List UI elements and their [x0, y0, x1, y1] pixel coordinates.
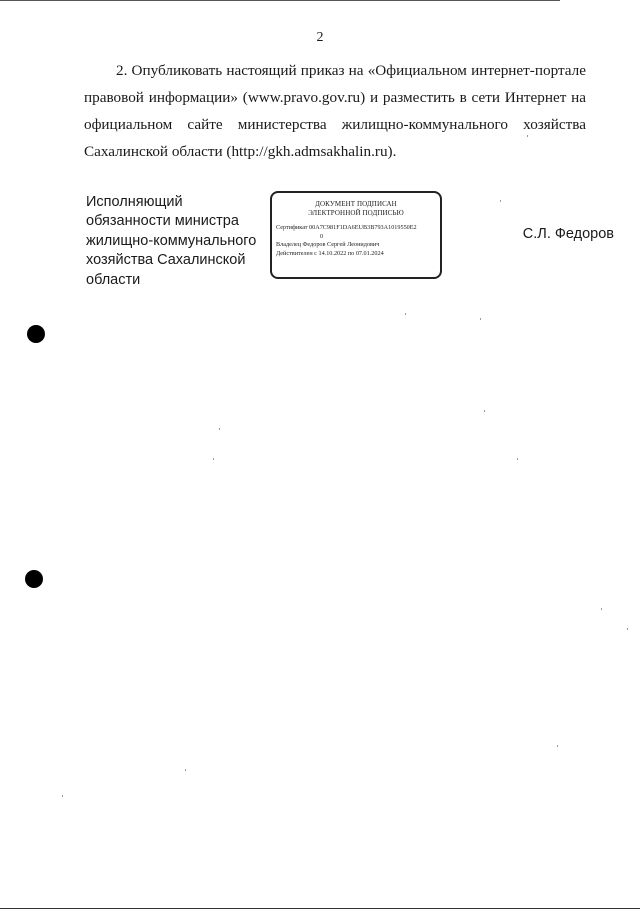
scan-speck: [219, 428, 220, 430]
stamp-title-line-2: ЭЛЕКТРОННОЙ ПОДПИСЬЮ: [308, 209, 404, 217]
signer-position-line: жилищно-коммунального: [86, 232, 257, 249]
scan-speck: [627, 628, 628, 630]
paragraph-line-4: Сахалинской области (http://gkh.admsakhalin.ru).: [84, 143, 397, 160]
scan-speck: [484, 410, 485, 412]
stamp-valid: Действителен с 14.10.2022 по 07.01.2024: [276, 249, 384, 257]
scan-speck: [62, 795, 63, 797]
punch-hole: [27, 325, 45, 343]
paragraph-line-3: официальном сайте министерства жилищно-коммунального хозяйства: [84, 116, 586, 133]
scan-speck: [405, 313, 406, 315]
scan-speck: [185, 769, 186, 771]
scan-speck: [557, 745, 558, 747]
scan-edge-bottom: [0, 908, 640, 909]
scan-speck: [213, 458, 214, 460]
stamp-owner: Владелец Федоров Сергей Леонидович: [276, 241, 380, 248]
scan-speck: [517, 458, 518, 460]
paragraph-line-2: правовой информации» (www.pravo.gov.ru) и разместить в сети Интернет на: [84, 89, 586, 106]
signer-position: [86, 193, 266, 290]
signer-position-line: хозяйства Сахалинской: [86, 252, 246, 269]
paragraph-line-1: 2. Опубликовать настоящий приказ на «Официальном интернет-портале: [116, 62, 586, 79]
stamp-certificate: Сертификат 00A7C981F1DA6EUB3B793A1019550E2: [276, 224, 417, 231]
page-number: 2: [316, 30, 324, 45]
stamp-title-line-1: ДОКУМЕНТ ПОДПИСАН: [315, 200, 397, 208]
electronic-signature-stamp: [270, 191, 442, 279]
signer-position-line: обязанности министра: [86, 213, 239, 230]
signer-name: С.Л. Федоров: [522, 226, 614, 242]
scan-speck: [500, 200, 501, 202]
signer-position-line: области: [86, 271, 141, 288]
scan-edge-top: [0, 0, 560, 1]
stamp-certificate-cont: 0: [320, 232, 324, 240]
signer-position-line: Исполняющий: [86, 194, 183, 210]
punch-hole: [25, 570, 43, 588]
scan-speck: [480, 318, 481, 320]
scan-speck: [601, 608, 602, 610]
stamp-title: [272, 200, 440, 218]
scan-speck: [527, 135, 528, 137]
body-paragraph: [84, 57, 586, 165]
